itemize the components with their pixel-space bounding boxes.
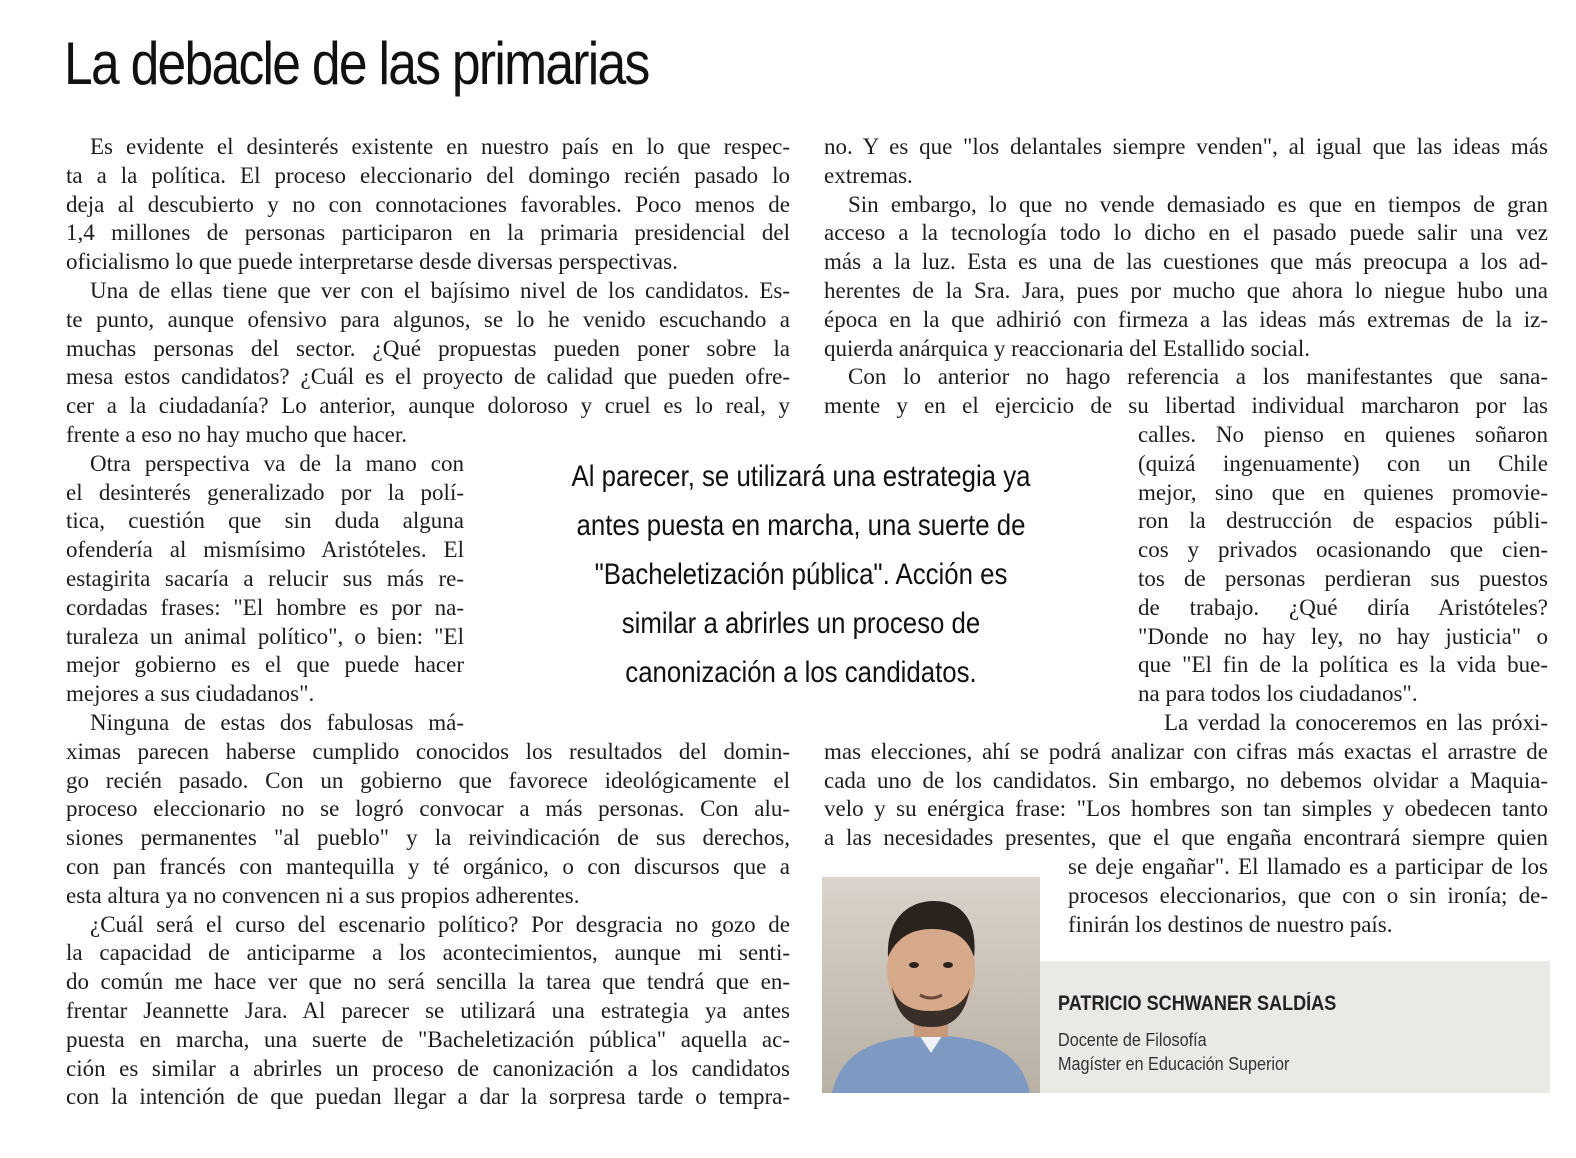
right-column-text-line: Sin embargo, lo que no vende demasiado es que en tiempos de gran — [848, 191, 1548, 217]
left-column-text-line: 1,4 millones de personas participaron en la primaria presidencial del — [66, 220, 790, 246]
right-column-text-line: extremas. — [824, 162, 913, 188]
left-column-text-line: Otra perspectiva va de la mano con — [90, 450, 464, 476]
left-column-text-line: con pan francés con mantequilla y té orgánico, o con discursos que a — [66, 854, 790, 879]
pull-quote-line: similar a abrirles un proceso de — [621, 607, 981, 640]
right-column-text-line: quierda anárquica y reaccionaria del Estallido social. — [824, 335, 1310, 361]
right-column-text-line: de trabajo. ¿Qué diría Aristóteles? — [1138, 594, 1548, 620]
right-column-text-line: que "El fin de la política es la vida bue- — [1138, 652, 1548, 678]
right-column-text-line: mente y en el ejercicio de su libertad individual marcharon por las — [824, 393, 1548, 419]
left-column-text-line: do común me hace ver que no será sencilla la tarea que tendrá que en- — [66, 969, 790, 995]
right-column-text-line: velo y su enérgica frase: "Los hombres son tan simples y obedecen tanto — [824, 796, 1548, 822]
right-column-text-line: acceso a la tecnología todo lo dicho en el pasado puede salir una vez — [824, 220, 1548, 246]
pull-quote-line: canonización a los candidatos. — [625, 656, 977, 689]
right-column-text-line: se deje engañar". El llamado es a participar de los — [1068, 854, 1548, 879]
left-column-text-line: con la intención de que puedan llegar a dar la sorpresa tarde o tempra- — [66, 1084, 790, 1110]
right-column-text-line: Con lo anterior no hago referencia a los manifestantes que sana- — [848, 364, 1548, 390]
right-column-text-line: "Donde no hay ley, no hay justicia" o — [1138, 623, 1548, 649]
right-column-text-line: tos de personas perdieran sus puestos — [1138, 566, 1548, 591]
right-column-text-line: cos y privados ocasionando que cien- — [1138, 537, 1548, 563]
pull-quote-line: "Bacheletización pública". Acción es — [594, 558, 1008, 591]
left-column-text-line: el desinterés generalizado por la polí- — [66, 479, 464, 505]
left-column-text-line: te punto, aunque ofensivo para algunos, se lo he venido escuchando a — [66, 306, 790, 332]
right-column-text-line: na para todos los ciudadanos". — [1138, 681, 1418, 707]
left-column-text-line: oficialismo lo que puede interpretarse desde diversas perspectivas. — [66, 249, 678, 275]
left-column-text-line: proceso eleccionario no se logró convocar a más personas. Con alu- — [66, 796, 790, 822]
left-column-text-line: Es evidente el desinterés existente en nuestro país en lo que respec- — [90, 134, 790, 159]
left-column-text-line: deja al descubierto y no con connotaciones favorables. Poco menos de — [66, 191, 790, 217]
author-portrait-image — [822, 877, 1040, 1093]
left-column-text-line: frentar Jeannette Jara. Al parecer se utilizará una estrategia ya antes — [66, 998, 790, 1023]
right-column-text-line: La verdad la conoceremos en las próxi- — [1164, 710, 1548, 735]
left-column-text-line: ta a la política. El proceso eleccionario del domingo recién pasado lo — [66, 162, 790, 188]
left-column-text-line: la capacidad de anticiparme a los acontecimientos, aunque mi senti- — [66, 940, 790, 966]
left-column-text-line: cordadas frases: "El hombre es por na- — [66, 594, 464, 620]
left-column-text-line: siones permanentes "al pueblo" y la reivindicación de sus derechos, — [66, 825, 790, 851]
left-column-text-line: mejor gobierno es el que puede hacer — [66, 652, 464, 678]
author-name: PATRICIO SCHWANER SALDÍAS — [1058, 992, 1337, 1015]
pull-quote-line: Al parecer, se utilizará una estrategia ya — [571, 460, 1031, 493]
left-column-text-line: Ninguna de estas dos fabulosas má- — [90, 710, 464, 735]
author-role: Docente de Filosofía — [1058, 1030, 1207, 1050]
author-credential: Magíster en Educación Superior — [1058, 1054, 1290, 1074]
right-column-text-line: cada uno de los candidatos. Sin embargo, no debemos olvidar a Maquia- — [824, 767, 1548, 793]
author-photo — [822, 877, 1040, 1093]
left-column-text-line: tica, cuestión que sin duda alguna — [66, 508, 464, 534]
left-column-text-line: puesta en marcha, una suerte de "Bacheletización pública" aquella ac- — [66, 1026, 790, 1052]
pull-quote-line: antes puesta en marcha, una suerte de — [576, 509, 1026, 542]
left-column-text-line: ofendería al mismísimo Aristóteles. El — [66, 537, 464, 563]
left-column-text-line: mejores a sus ciudadanos". — [66, 681, 315, 707]
right-column-text-line: finirán los destinos de nuestro país. — [1068, 911, 1393, 937]
left-column-text-line: turaleza un animal político", o bien: "El — [66, 623, 464, 649]
left-column-text-line: ximas parecen haberse cumplido conocidos los resultados del domin- — [66, 738, 790, 764]
right-column-text-line: mas elecciones, ahí se podrá analizar con cifras más exactas el arrastre de — [824, 738, 1548, 764]
right-column-text-line: calles. No pienso en quienes soñaron — [1138, 422, 1548, 447]
right-column-text-line: herentes de la Sra. Jara, pues por mucho que ahora lo niegue hubo una — [824, 278, 1548, 303]
left-column-text-line: ¿Cuál será el curso del escenario político? Por desgracia no gozo de — [90, 911, 790, 937]
left-column-text-line: frente a eso no hay mucho que hacer. — [66, 422, 408, 447]
right-column-text-line: procesos eleccionarios, que con o sin ironía; de- — [1068, 882, 1548, 908]
right-column-text-line: no. Y es que "los delantales siempre venden", al igual que las ideas más — [824, 134, 1548, 159]
left-column-text-line: Una de ellas tiene que ver con el bajísimo nivel de los candidatos. Es- — [90, 278, 790, 303]
left-column-text-line: esta altura ya no convencen ni a sus propios adherentes. — [66, 882, 580, 908]
right-column-text-line: más a la luz. Esta es una de las cuestiones que más preocupa a los ad- — [824, 249, 1548, 275]
left-column-text-line: estagirita sacaría a relucir sus más re- — [66, 566, 464, 591]
left-column-text-line: mesa estos candidatos? ¿Cuál es el proyecto de calidad que pueden ofre- — [66, 364, 790, 390]
right-column-text-line: ron la destrucción de espacios públi- — [1138, 508, 1548, 534]
right-column-text-line: mejor, sino que en quienes promovie- — [1138, 479, 1548, 505]
right-column-text-line: a las necesidades presentes, que el que engaña encontrará siempre quien — [824, 825, 1548, 851]
left-column-text-line: go recién pasado. Con un gobierno que favorece ideológicamente el — [66, 767, 790, 793]
article-headline: La debacle de las primarias — [64, 30, 649, 97]
right-column-text-line: época en la que adhirió con firmeza a las ideas más extremas de la iz- — [824, 306, 1548, 332]
right-column-text-line: (quizá ingenuamente) con un Chile — [1138, 450, 1548, 476]
pull-quote — [500, 452, 1102, 697]
left-column-text-line: ción es similar a abrirles un proceso de canonización a los candidatos — [66, 1055, 790, 1081]
left-column-text-line: muchas personas del sector. ¿Qué propuestas pueden poner sobre la — [66, 335, 790, 361]
left-column-text-line: cer a la ciudadanía? Lo anterior, aunque doloroso y cruel es lo real, y — [66, 393, 790, 419]
